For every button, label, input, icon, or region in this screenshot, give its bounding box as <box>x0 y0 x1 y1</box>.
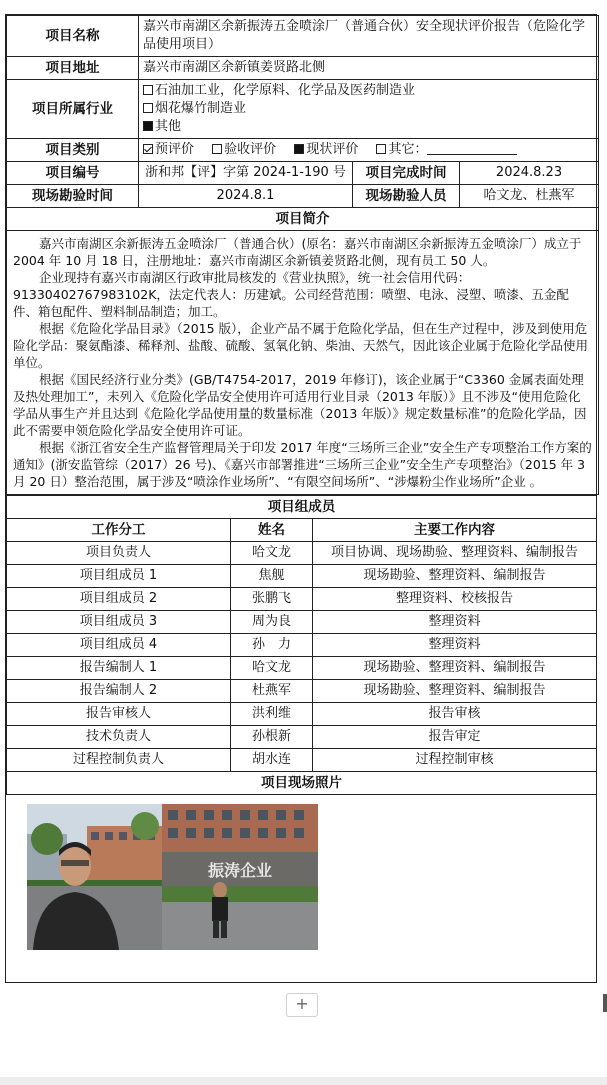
table-row: 报告编制人 2 杜燕军 现场勘验、整理资料、编制报告 <box>7 680 597 703</box>
project-name-value: 嘉兴市南湖区余新振涛五金喷涂厂（普通合伙）安全现状评价报告（危险化学品使用项目） <box>139 16 599 57</box>
intro-paragraph: 根据《国民经济行业分类》(GB/T4754-2017，2019 年修订)，该企业属于“C3360 金属表面处理及热处理加工”，未列入《危险化学品安全使用许可适用行业目录（2013 年版）》且不涉及“使用危险化学品从事生产并且达到《危险化学品使用量的数量标准（2013 年版）》规定数量标准”的危险化学品，因此不需要申领危险化学品安全使用许可证。 <box>13 372 587 438</box>
scroll-edge-marker <box>603 994 607 1012</box>
project-info-sheet <box>5 14 597 983</box>
project-info-table <box>6 15 599 495</box>
table-row: 项目组成员 4 孙 力 整理资料 <box>7 634 597 657</box>
table-row: 报告编制人 1 哈文龙 现场勘验、整理资料、编制报告 <box>7 657 597 680</box>
intro-paragraph: 根据《危险化学品目录》（2015 版），企业产品不属于危险化学品，但在生产过程中，涉及到使用危险化学品：聚氨酯漆、稀释剂、盐酸、硫酸、氢氧化钠、柴油、天然气，因此该企业属于危险化学品使用单位。 <box>13 321 589 370</box>
intro-paragraph: 根据《浙江省安全生产监督管理局关于印发 2017 年度“三场所三企业”安全生产专项整治工作方案的通知》(浙安监管综（2017）26 号)、《嘉兴市部署推进“三场所三企业”安全生产专项整治》（2015 年 3 月 20 日）整治范围，属于涉及“喷涂作业场所”、“有限空间场所”、“涉爆粉尘作业场所”企业 。 <box>13 440 592 489</box>
factory-sign-text: 振涛企业 <box>207 861 273 880</box>
completion-time-label: 项目完成时间 <box>353 162 460 185</box>
industry-option: 烟花爆竹制造业 <box>143 100 594 118</box>
photos-title: 项目现场照片 <box>7 772 597 795</box>
checkbox-empty-icon <box>143 103 153 113</box>
category-option: 预评价 <box>143 142 194 157</box>
checkbox-checked-icon <box>143 144 153 154</box>
category-option: 其它： <box>376 142 517 157</box>
table-row: 项目组成员 1 焦舰 现场勘验、整理资料、编制报告 <box>7 565 597 588</box>
team-table <box>6 495 597 795</box>
intro-paragraph: 企业现持有嘉兴市南湖区行政审批局核发的《营业执照》，统一社会信用代码：91330402767983102K，法定代表人：历建斌。公司经营范围：喷塑、电泳、浸塑、喷漆、五金配件、箱包配件、塑料制品制造；加工。 <box>13 270 569 319</box>
project-number-value: 浙和邦【评】字第 2024-1-190 号 <box>139 162 353 185</box>
table-row: 技术负责人 孙根新 报告审定 <box>7 726 597 749</box>
site-photo-factory-sign <box>162 804 318 950</box>
survey-time-label: 现场勘验时间 <box>7 185 139 208</box>
category-option: 现状评价 <box>294 142 358 157</box>
table-row: 项目组成员 3 周为良 整理资料 <box>7 611 597 634</box>
industry-options <box>139 80 599 139</box>
table-row: 过程控制负责人 胡水连 过程控制审核 <box>7 749 597 772</box>
site-photo-selfie <box>27 804 162 950</box>
checkbox-filled-icon <box>294 144 304 154</box>
intro-paragraph: 嘉兴市南湖区余新振涛五金喷涂厂（普通合伙）(原名：嘉兴市南湖区余新振涛五金喷涂厂）成立于 2004 年 10 月 18 日，注册地址：嘉兴市南湖区余新镇姜贤路北侧，现有员工 50 人。 <box>13 236 582 268</box>
team-header-name: 姓名 <box>231 519 313 542</box>
table-row: 项目负责人 哈文龙 项目协调、现场勘验、整理资料、编制报告 <box>7 542 597 565</box>
intro-title: 项目简介 <box>7 208 599 231</box>
table-row: 项目组成员 2 张鹏飞 整理资料、校核报告 <box>7 588 597 611</box>
checkbox-empty-icon <box>212 144 222 154</box>
bottom-scrollbar[interactable] <box>0 1077 607 1085</box>
table-row: 报告审核人 洪利维 报告审核 <box>7 703 597 726</box>
category-options <box>139 139 599 162</box>
completion-time-value: 2024.8.23 <box>460 162 599 185</box>
industry-option: 其他 <box>143 118 594 136</box>
intro-body <box>7 231 599 495</box>
survey-people-value: 哈文龙、杜燕军 <box>460 185 599 208</box>
team-header-work: 主要工作内容 <box>313 519 597 542</box>
industry-option: 石油加工业，化学原料、化学品及医药制造业 <box>143 82 594 100</box>
project-number-label: 项目编号 <box>7 162 139 185</box>
team-header-role: 工作分工 <box>7 519 231 542</box>
checkbox-filled-icon <box>143 121 153 131</box>
survey-people-label: 现场勘验人员 <box>353 185 460 208</box>
project-address-label: 项目地址 <box>7 57 139 80</box>
checkbox-empty-icon <box>376 144 386 154</box>
other-blank-line <box>427 142 517 155</box>
industry-label: 项目所属行业 <box>7 80 139 139</box>
team-title: 项目组成员 <box>7 496 597 519</box>
add-block-button[interactable]: + <box>286 993 318 1017</box>
site-photos <box>6 795 596 971</box>
project-name-label: 项目名称 <box>7 16 139 57</box>
survey-time-value: 2024.8.1 <box>139 185 353 208</box>
category-label: 项目类别 <box>7 139 139 162</box>
checkbox-empty-icon <box>143 85 153 95</box>
category-option: 验收评价 <box>212 142 276 157</box>
project-address-value: 嘉兴市南湖区余新镇姜贤路北侧 <box>139 57 599 80</box>
